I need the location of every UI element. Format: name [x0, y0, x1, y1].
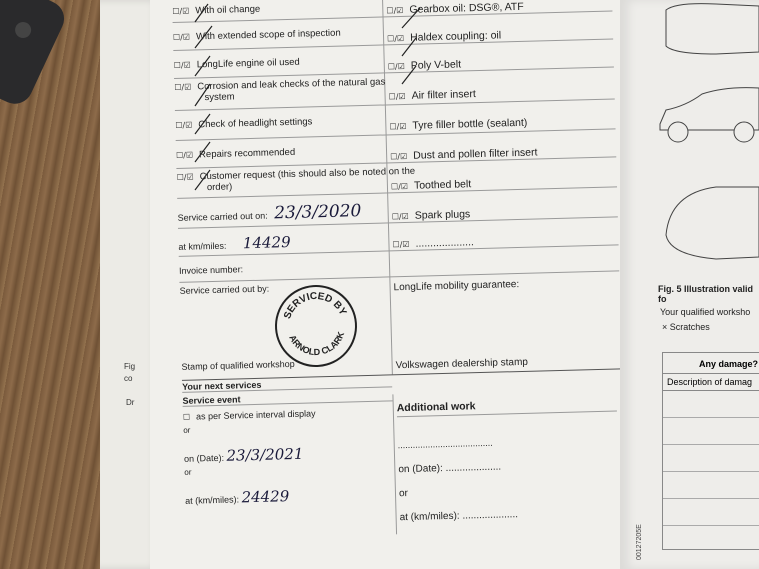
document-code: 00127205E	[636, 524, 643, 560]
interval-label: as per Service interval display	[195, 408, 316, 422]
checklist-label: With extended scope of inspection	[195, 27, 341, 43]
damage-description-header: Description of damag	[663, 374, 759, 391]
checklist-label: Customer request (this should also be noted on the order)	[199, 165, 416, 194]
checkbox-icon[interactable]: ☐/☑	[172, 32, 191, 42]
damage-table-header: Any damage?	[663, 353, 759, 374]
table-row	[663, 418, 759, 445]
svg-text:SERVICED BY	[281, 289, 349, 322]
scratches-legend: × Scratches	[662, 322, 710, 332]
next-date-value[interactable]: 23/3/2021	[226, 444, 304, 465]
or-label: or	[184, 467, 192, 477]
service-date-label: Service carried out on:	[177, 210, 268, 223]
table-row	[663, 499, 759, 526]
or-label: or	[398, 487, 409, 500]
workshop-stamp-label: Stamp of qualified workshop	[181, 358, 295, 372]
margin-text: Fig	[124, 362, 136, 371]
carried-out-by-label: Service carried out by:	[179, 283, 270, 296]
checkbox-icon[interactable]: ☐/☑	[173, 60, 191, 70]
service-km-value[interactable]: 14429	[242, 232, 291, 253]
invoice-label: Invoice number:	[178, 264, 244, 276]
checkbox-icon[interactable]: ☐/☑	[386, 33, 405, 44]
checkbox-icon[interactable]: ☐/☑	[388, 91, 406, 102]
right-page	[620, 0, 759, 569]
damage-table	[662, 352, 759, 550]
stamp-bottom-text: ARNOLD CLARK	[287, 330, 347, 358]
checkbox-icon[interactable]: ☐	[182, 412, 191, 422]
qualified-workshop-label: Your qualified worksho	[660, 307, 751, 317]
checklist-label: LongLife engine oil used	[196, 56, 300, 71]
figure-caption: Fig. 5 Illustration valid fo	[658, 284, 754, 304]
margin-text: Dr	[126, 398, 135, 407]
svg-text:ARNOLD CLARK	[287, 329, 348, 359]
checkbox-icon[interactable]: ☐/☑	[390, 151, 408, 162]
service-date-value[interactable]: 23/3/2020	[273, 201, 362, 224]
table-row	[663, 391, 759, 418]
next-km-label: at (km/miles):	[184, 494, 240, 506]
handwritten-ticks	[180, 0, 430, 200]
checkbox-icon[interactable]: ☐/☑	[174, 82, 192, 92]
checklist-label: Air filter insert	[411, 88, 476, 102]
checkbox-icon[interactable]: ☐/☑	[172, 6, 190, 16]
next-date-label: on (Date):	[183, 452, 225, 464]
checkbox-icon[interactable]: ☐/☑	[390, 181, 409, 192]
dealer-stamp-label: Volkswagen dealership stamp	[395, 356, 529, 372]
or-label: or	[183, 425, 191, 435]
checkbox-icon[interactable]: ☐/☑	[389, 121, 407, 132]
checklist-label: Repairs recommended	[198, 146, 296, 161]
service-km-label: at km/miles:	[178, 240, 227, 252]
car-front-view-icon	[656, 175, 759, 270]
checklist-label: Toothed belt	[413, 178, 472, 192]
additional-work-title: Additional work	[397, 396, 617, 417]
table-row	[663, 472, 759, 499]
checkbox-icon[interactable]: ☐/☑	[175, 120, 193, 130]
next-services-title: Your next services	[182, 376, 392, 392]
checkbox-icon[interactable]: ☐/☑	[387, 61, 405, 72]
service-event-label: Service event	[182, 390, 392, 406]
checklist-label: Haldex coupling: oil	[409, 29, 502, 44]
checkbox-icon[interactable]: ☐/☑	[386, 5, 404, 16]
car-side-view-icon	[656, 80, 759, 150]
margin-text: co	[124, 374, 133, 383]
arnold-clark-stamp	[272, 282, 360, 370]
checklist-label: Dust and pollen filter insert	[413, 146, 538, 162]
checklist-label: Tyre filler bottle (sealant)	[412, 116, 528, 132]
checklist-label: Spark plugs	[414, 208, 471, 222]
checkbox-icon[interactable]: ☐/☑	[176, 172, 194, 182]
additional-work-field[interactable]: ......................................	[397, 437, 493, 451]
checklist-label: Gearbox oil: DSG®, ATF	[409, 0, 524, 16]
checklist-label: Corrosion and leak checks of the natural gas system	[197, 76, 386, 104]
checklist-label: Check of headlight settings	[198, 116, 313, 131]
mobility-guarantee-label: LongLife mobility guarantee:	[393, 279, 520, 294]
next-km-value[interactable]: 24429	[241, 487, 290, 507]
checklist-label: With oil change	[195, 3, 261, 17]
checkbox-icon[interactable]: ☐/☑	[391, 211, 409, 222]
additional-date-field[interactable]: on (Date): ....................	[398, 461, 502, 476]
checkbox-icon[interactable]: ☐/☑	[175, 150, 194, 160]
table-row	[663, 445, 759, 472]
checklist-label: Poly V-belt	[410, 58, 462, 72]
checkbox-icon[interactable]: ☐/☑	[392, 239, 410, 250]
additional-km-field[interactable]: at (km/miles): ....................	[399, 509, 519, 524]
checklist-label: ....................	[415, 236, 475, 250]
stamp-top-text: SERVICED BY	[282, 290, 349, 321]
car-top-view-icon	[656, 0, 759, 58]
